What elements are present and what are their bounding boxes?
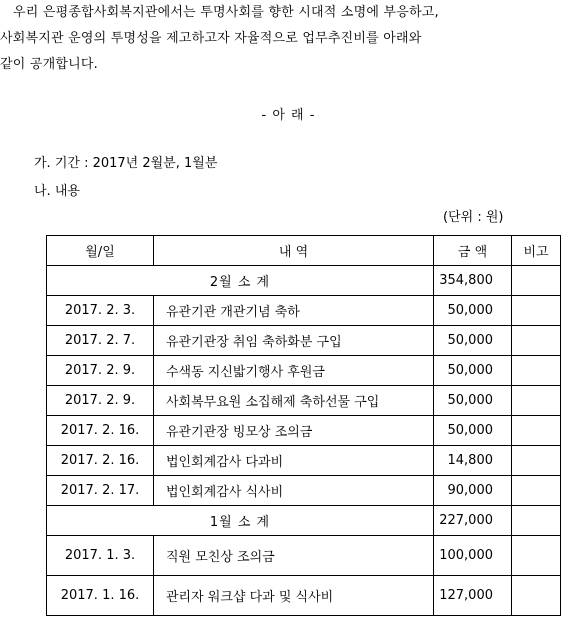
- content-line: 나. 내용: [34, 184, 80, 199]
- header-note: 비고: [512, 236, 561, 266]
- table-row: [47, 536, 561, 576]
- jan-subtotal-amount: 227,000: [434, 506, 512, 536]
- table-row: [47, 356, 561, 386]
- row-date: 2017. 2. 9.: [47, 386, 154, 416]
- feb-subtotal-amount: 354,800: [434, 266, 512, 296]
- row-date: 2017. 2. 9.: [47, 356, 154, 386]
- row-amount: 100,000: [434, 536, 512, 576]
- period-line: 가. 기간 : 2017년 2월분, 1월분: [34, 156, 218, 171]
- intro-paragraph: [0, 0, 577, 78]
- unit-label: (단위 : 원): [443, 210, 504, 225]
- row-note: [512, 356, 561, 386]
- row-amount: 50,000: [434, 386, 512, 416]
- row-date: 2017. 2. 16.: [47, 446, 154, 476]
- header-date: 월/일: [47, 236, 154, 266]
- table-row: [47, 386, 561, 416]
- row-date: 2017. 1. 16.: [47, 576, 154, 616]
- table-row: [47, 446, 561, 476]
- row-desc: 직원 모친상 조의금: [154, 536, 434, 576]
- jan-subtotal-label: 1월 소 계: [47, 506, 434, 536]
- row-date: 2017. 2. 3.: [47, 296, 154, 326]
- row-amount: 90,000: [434, 476, 512, 506]
- intro-line-3: 같이 공개합니다.: [0, 57, 98, 72]
- row-note: [512, 476, 561, 506]
- row-desc: 법인회계감사 다과비: [154, 446, 434, 476]
- row-date: 2017. 2. 16.: [47, 416, 154, 446]
- row-note: [512, 326, 561, 356]
- table-header-row: [47, 236, 561, 266]
- table-row: [47, 416, 561, 446]
- table-row: [47, 476, 561, 506]
- row-date: 2017. 2. 17.: [47, 476, 154, 506]
- row-desc: 사회복무요원 소집해제 축하선물 구입: [154, 386, 434, 416]
- table-row: [47, 576, 561, 616]
- section-title: - 아 래 -: [261, 108, 316, 123]
- header-amount: 금 액: [434, 236, 512, 266]
- row-note: [512, 416, 561, 446]
- row-amount: 50,000: [434, 326, 512, 356]
- jan-subtotal-row: [47, 506, 561, 536]
- row-desc: 유관기관장 빙모상 조의금: [154, 416, 434, 446]
- row-amount: 50,000: [434, 356, 512, 386]
- row-note: [512, 296, 561, 326]
- row-desc: 유관기관 개관기념 축하: [154, 296, 434, 326]
- table-row: [47, 326, 561, 356]
- feb-subtotal-label: 2월 소 계: [47, 266, 434, 296]
- row-desc: 법인회계감사 식사비: [154, 476, 434, 506]
- intro-line-2: 사회복지관 운영의 투명성을 제고하고자 자율적으로 업무추진비를 아래와: [0, 31, 422, 46]
- row-desc: 관리자 워크샵 다과 및 식사비: [154, 576, 434, 616]
- row-note: [512, 446, 561, 476]
- row-desc: 유관기관장 취임 축하화분 구입: [154, 326, 434, 356]
- expense-table: [46, 235, 561, 616]
- feb-subtotal-row: [47, 266, 561, 296]
- row-amount: 50,000: [434, 296, 512, 326]
- row-date: 2017. 1. 3.: [47, 536, 154, 576]
- jan-subtotal-note: [512, 506, 561, 536]
- row-date: 2017. 2. 7.: [47, 326, 154, 356]
- row-desc: 수색동 지신밟기행사 후원금: [154, 356, 434, 386]
- intro-line-1: 우리 은평종합사회복지관에서는 투명사회를 향한 시대적 소명에 부응하고,: [0, 5, 439, 20]
- row-note: [512, 576, 561, 616]
- row-amount: 127,000: [434, 576, 512, 616]
- row-note: [512, 536, 561, 576]
- row-note: [512, 386, 561, 416]
- header-desc: 내 역: [154, 236, 434, 266]
- table-row: [47, 296, 561, 326]
- feb-subtotal-note: [512, 266, 561, 296]
- row-amount: 50,000: [434, 416, 512, 446]
- row-amount: 14,800: [434, 446, 512, 476]
